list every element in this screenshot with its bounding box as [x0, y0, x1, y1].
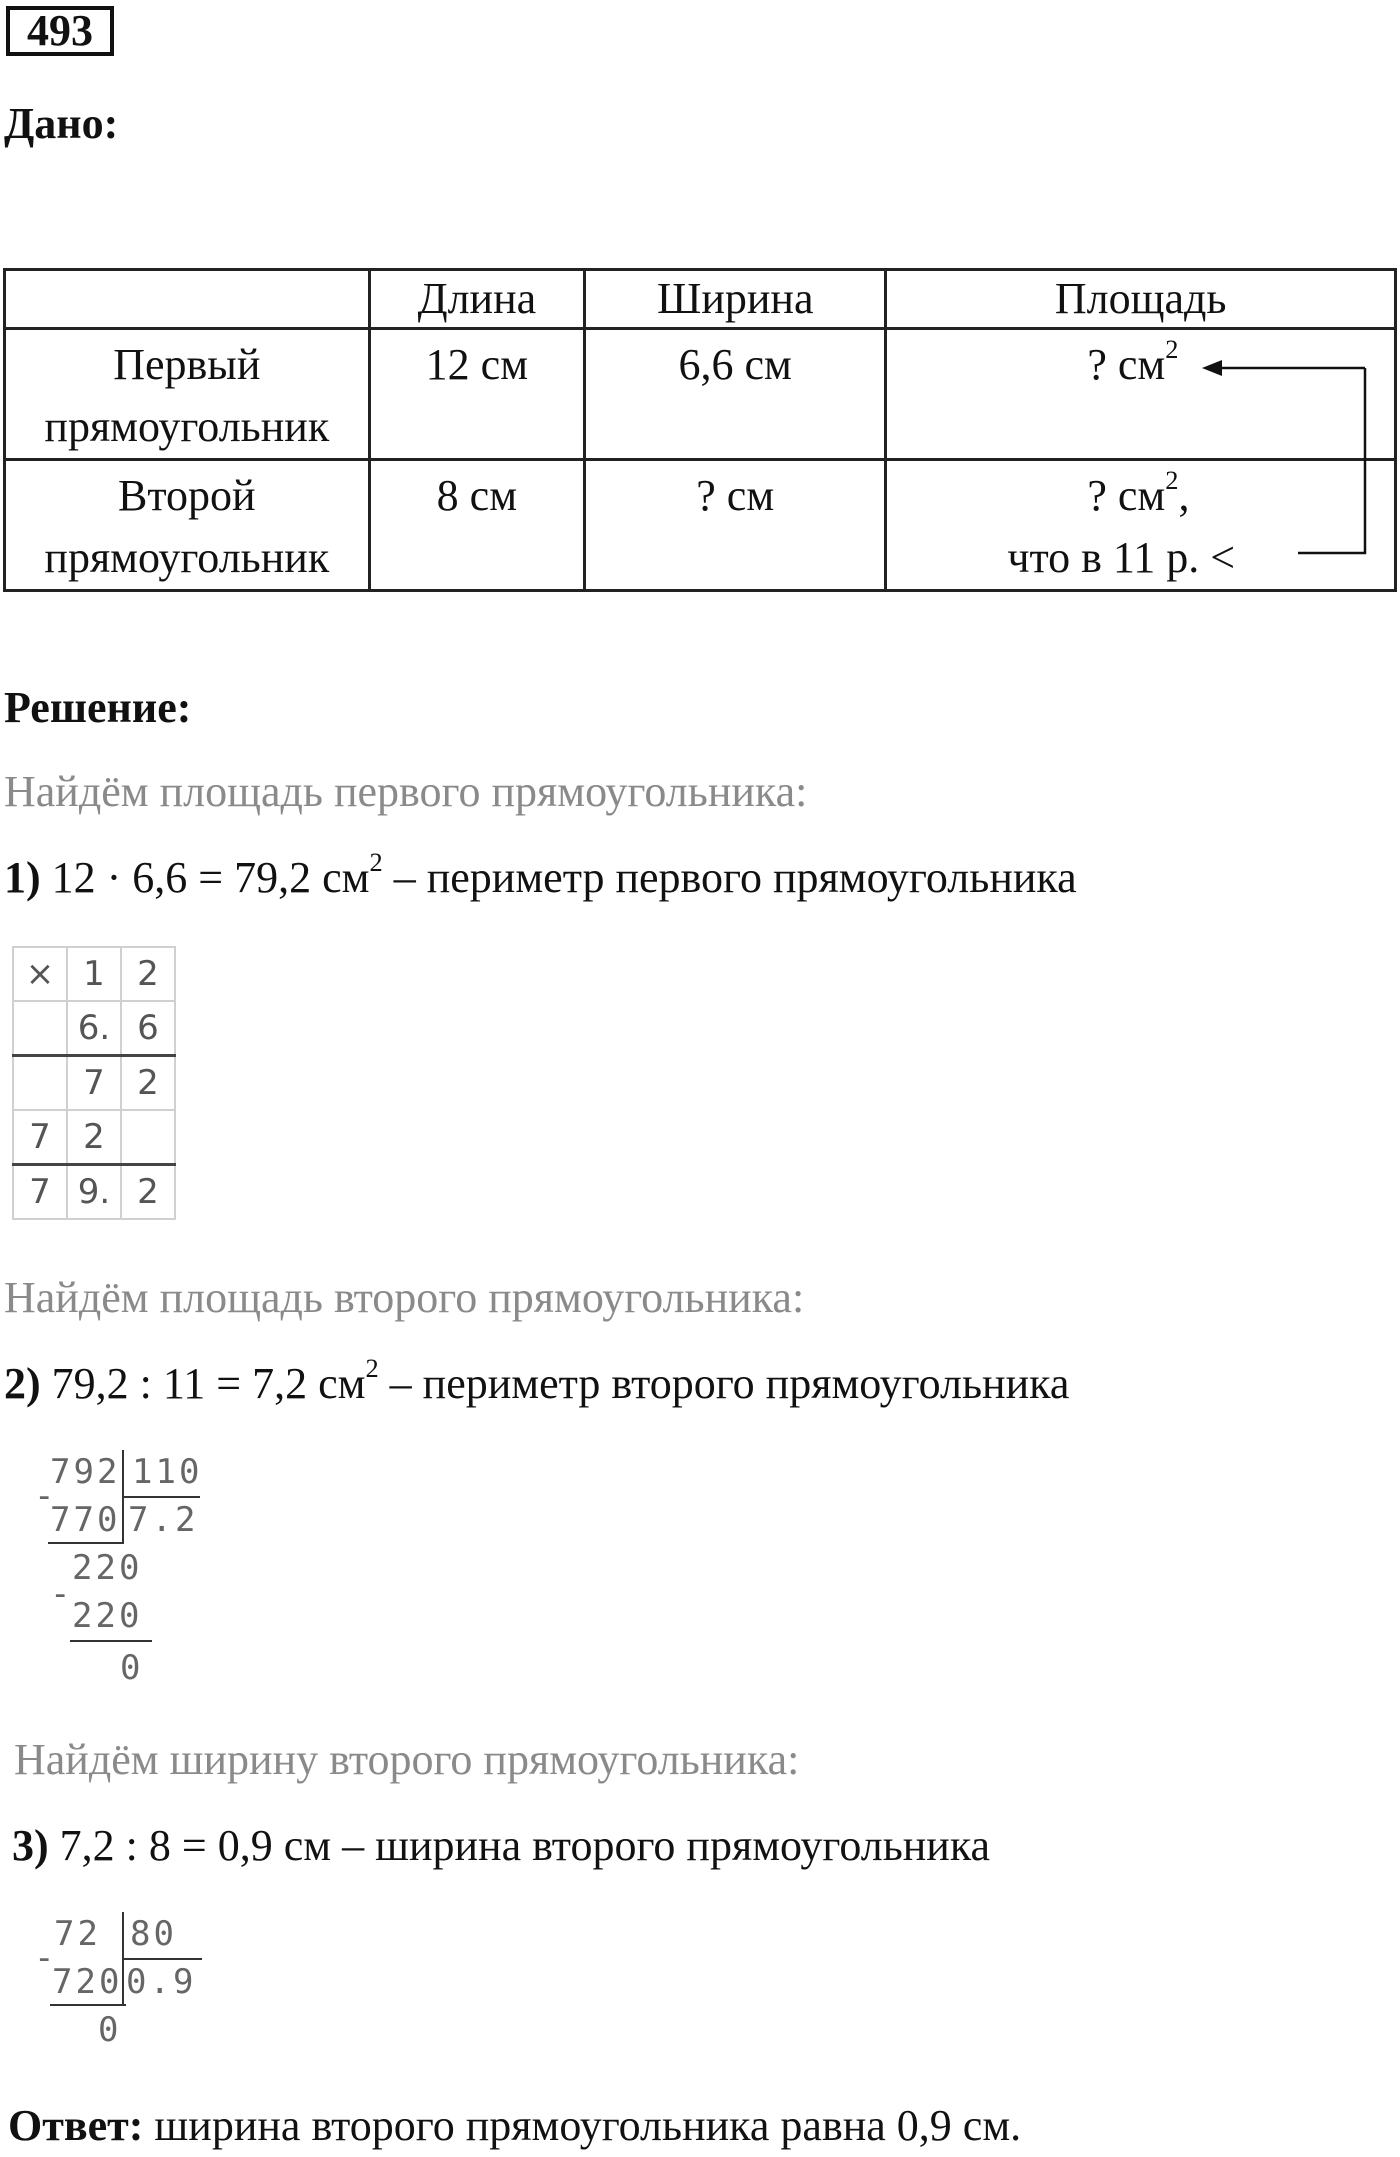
given-label: Дано: [4, 99, 119, 148]
area-value: ? см [1087, 471, 1166, 520]
remainder: 0 [98, 2010, 122, 2050]
division-bar [70, 1640, 152, 1642]
step-hint: Найдём площадь первого прямоугольника: [4, 767, 808, 816]
subtrahend: 720 [52, 1962, 123, 2002]
quotient: 7.2 [128, 1500, 199, 1540]
grid-cell [121, 1110, 175, 1165]
grid-cell: 2 [121, 947, 175, 1001]
step-description: – периметр первого прямоугольника [382, 853, 1077, 902]
step-line [12, 1820, 990, 1871]
grid-cell: 2 [121, 1165, 175, 1220]
dividend: 792 [50, 1452, 121, 1492]
row-length: 8 см [369, 460, 585, 591]
division-bar [48, 1542, 124, 1544]
grid-cell: 6. [67, 1001, 121, 1056]
header-cell-length: Длина [369, 270, 585, 329]
grid-cell: 1 [67, 947, 121, 1001]
given-table [3, 268, 1397, 592]
minus-sign: - [50, 1574, 74, 1614]
answer-line [8, 2100, 1021, 2151]
grid-cell [13, 1001, 67, 1056]
comparison-arrow [1190, 350, 1380, 570]
grid-cell: 2 [67, 1110, 121, 1165]
step-number: 1) [4, 853, 41, 902]
grid-cell [13, 1056, 67, 1111]
grid-cell: 2 [121, 1056, 175, 1111]
step-number: 2) [4, 1359, 41, 1408]
answer-label: Ответ: [8, 2101, 144, 2150]
divisor: 110 [132, 1452, 203, 1492]
header-cell-width: Ширина [585, 270, 886, 329]
dividend: 72 [54, 1914, 101, 1954]
remainder: 220 [72, 1548, 143, 1588]
grid-cell: 7 [13, 1110, 67, 1165]
step-hint: Найдём ширину второго прямоугольника: [14, 1735, 800, 1784]
row-width: ? см [585, 460, 886, 591]
step-hint: Найдём площадь второго прямоугольника: [4, 1273, 805, 1322]
grid-cell: 7 [67, 1056, 121, 1111]
minus-sign: - [34, 1476, 58, 1516]
header-cell-empty [5, 270, 370, 329]
area-value: ? см [1087, 340, 1166, 389]
remainder: 0 [120, 1648, 144, 1688]
area-suffix: , [1178, 471, 1190, 520]
row-width: 6,6 см [585, 329, 886, 460]
step-expression: 7,2 : 8 = 0,9 см [59, 1821, 332, 1870]
step-number: 3) [12, 1821, 49, 1870]
step-sup: 2 [365, 1352, 379, 1383]
area-sup: 2 [1165, 464, 1179, 495]
row-name: Первый прямоугольник [5, 329, 370, 460]
area-note: что в 11 р. < [1007, 533, 1236, 582]
step-description: – ширина второго прямоугольника [331, 1821, 991, 1870]
quotient: 0.9 [126, 1962, 197, 2002]
division-bar [122, 1496, 200, 1498]
row-name: Второй прямоугольник [5, 460, 370, 591]
divisor: 80 [130, 1914, 177, 1954]
row-length: 12 см [369, 329, 585, 460]
step-expression: 12 · 6,6 = 79,2 см [51, 853, 370, 902]
step-line [4, 846, 1077, 903]
problem-number: 493 [6, 6, 114, 56]
step-expression: 79,2 : 11 = 7,2 см [51, 1359, 366, 1408]
step-description: – периметр второго прямоугольника [378, 1359, 1070, 1408]
header-cell-area: Площадь [886, 270, 1396, 329]
solution-label: Решение: [4, 683, 192, 732]
division-bar [122, 1958, 202, 1960]
division-bar [50, 2004, 126, 2006]
grid-cell: 6 [121, 1001, 175, 1056]
area-sup: 2 [1165, 333, 1179, 364]
table-row [5, 460, 1396, 591]
step-sup: 2 [369, 846, 383, 877]
subtrahend: 770 [50, 1500, 121, 1540]
answer-text: ширина второго прямоугольника равна 0,9 см. [143, 2101, 1022, 2150]
subtrahend: 220 [72, 1596, 143, 1636]
multiplication-grid [12, 946, 176, 1220]
grid-cell: 7 [13, 1165, 67, 1220]
step-line [4, 1352, 1070, 1409]
minus-sign: - [34, 1938, 58, 1978]
table-header-row [5, 270, 1396, 329]
grid-cell: 9. [67, 1165, 121, 1220]
grid-cell: × [13, 947, 67, 1001]
table-row [5, 329, 1396, 460]
